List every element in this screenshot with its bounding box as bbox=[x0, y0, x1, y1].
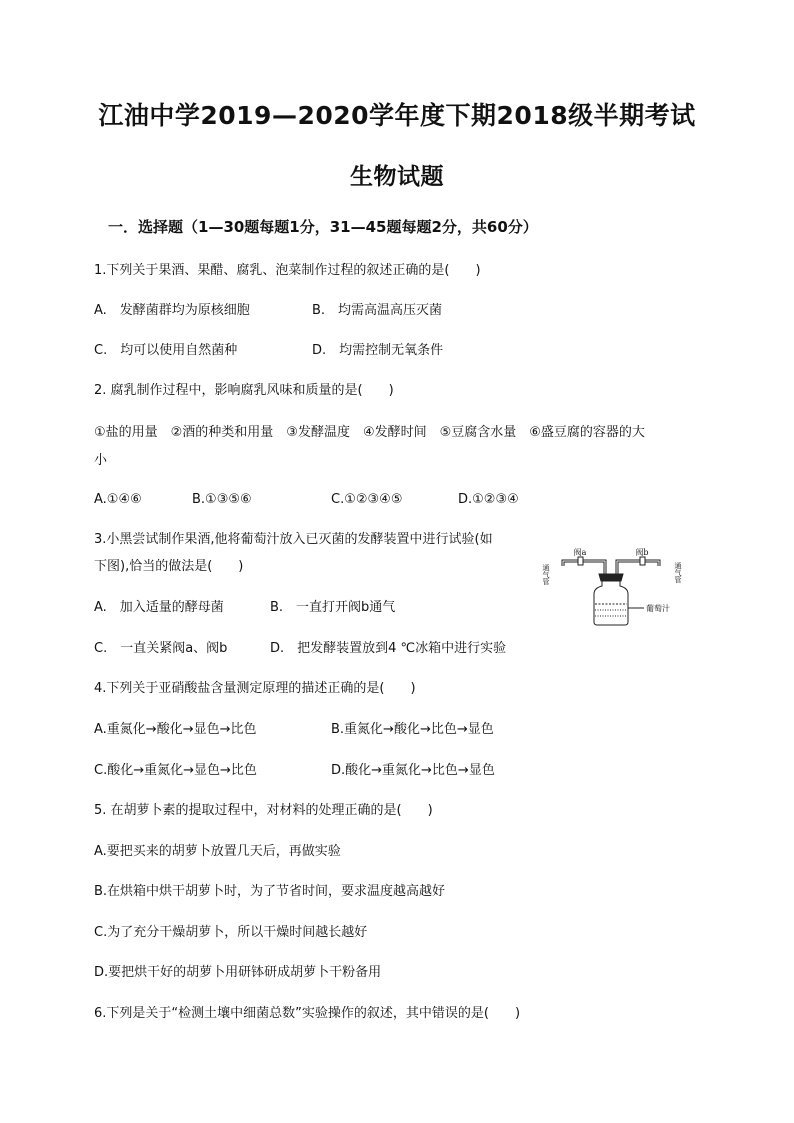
exam-title: 江油中学2019—2020学年度下期2018级半期考试 bbox=[98, 101, 696, 130]
exam-subtitle: 生物试题 bbox=[350, 164, 444, 190]
q3-stem-line1: 3.小黑尝试制作果酒,他将葡萄汁放入已灭菌的发酵装置中进行试验(如 bbox=[94, 532, 493, 547]
q4-option-a: A.重氮化→酸化→显色→比色 bbox=[94, 722, 257, 737]
q2-options-line2: 小 bbox=[94, 453, 108, 468]
q4-option-c: C.酸化→重氮化→显色→比色 bbox=[94, 763, 257, 778]
left-tube-label: 通气管 bbox=[542, 564, 550, 585]
q4-option-d: D.酸化→重氮化→比色→显色 bbox=[331, 763, 495, 778]
q5-option-a: A.要把买来的胡萝卜放置几天后，再做实验 bbox=[94, 844, 341, 859]
q6-stem: 6.下列是关于“检测土壤中细菌总数”实验操作的叙述，其中错误的是( ) bbox=[94, 1006, 521, 1021]
q1-stem: 1.下列关于果酒、果醋、腐乳、泡菜制作过程的叙述正确的是( ) bbox=[94, 263, 481, 278]
right-tube-label: 通气管 bbox=[674, 562, 682, 583]
q1-option-a: A. 发酵菌群均为原核细胞 bbox=[94, 303, 250, 318]
q5-option-d: D.要把烘干好的胡萝卜用研钵研成胡萝卜干粉备用 bbox=[94, 965, 382, 980]
q5-option-c: C.为了充分干燥胡萝卜，所以干燥时间越长越好 bbox=[94, 925, 368, 940]
valve-a-label: 阀a bbox=[573, 548, 587, 557]
section-heading: 一．选择题（1—30题每题1分，31—45题每题2分，共60分） bbox=[108, 218, 538, 236]
q5-option-b: B.在烘箱中烘干胡萝卜时，为了节省时间，要求温度越高越好 bbox=[94, 884, 446, 899]
q2-option-d: D.①②③④ bbox=[458, 492, 519, 507]
q2-option-a: A.①④⑥ bbox=[94, 492, 142, 507]
q4-option-b: B.重氮化→酸化→比色→显色 bbox=[331, 722, 494, 737]
q3-option-a: A. 加入适量的酵母菌 bbox=[94, 600, 224, 615]
q4-stem: 4.下列关于亚硝酸盐含量测定原理的描述正确的是( ) bbox=[94, 681, 416, 696]
valve-b-label: 阀b bbox=[635, 548, 649, 557]
q3-option-c: C. 一直关紧阀a、阀b bbox=[94, 641, 228, 656]
q2-option-c: C.①②③④⑤ bbox=[331, 492, 403, 507]
q1-option-d: D. 均需控制无氧条件 bbox=[312, 343, 444, 358]
q1-option-b: B. 均需高温高压灭菌 bbox=[312, 303, 443, 318]
fermentation-apparatus-figure bbox=[536, 548, 696, 628]
juice-label: 葡萄汁 bbox=[646, 604, 670, 613]
q2-stem: 2. 腐乳制作过程中，影响腐乳风味和质量的是( ) bbox=[94, 383, 394, 398]
q3-option-b: B. 一直打开阀b通气 bbox=[270, 600, 396, 615]
q3-stem-line2: 下图),恰当的做法是( ) bbox=[94, 559, 244, 574]
q5-stem: 5. 在胡萝卜素的提取过程中，对材料的处理正确的是( ) bbox=[94, 803, 433, 818]
q1-option-c: C. 均可以使用自然菌种 bbox=[94, 343, 238, 358]
q2-option-b: B.①③⑤⑥ bbox=[192, 492, 252, 507]
q2-options-line1: ①盐的用量 ②酒的种类和用量 ③发酵温度 ④发酵时间 ⑤豆腐含水量 ⑥盛豆腐的容器的大 bbox=[94, 425, 645, 440]
q3-option-d: D. 把发酵装置放到4 ℃冰箱中进行实验 bbox=[270, 641, 507, 656]
